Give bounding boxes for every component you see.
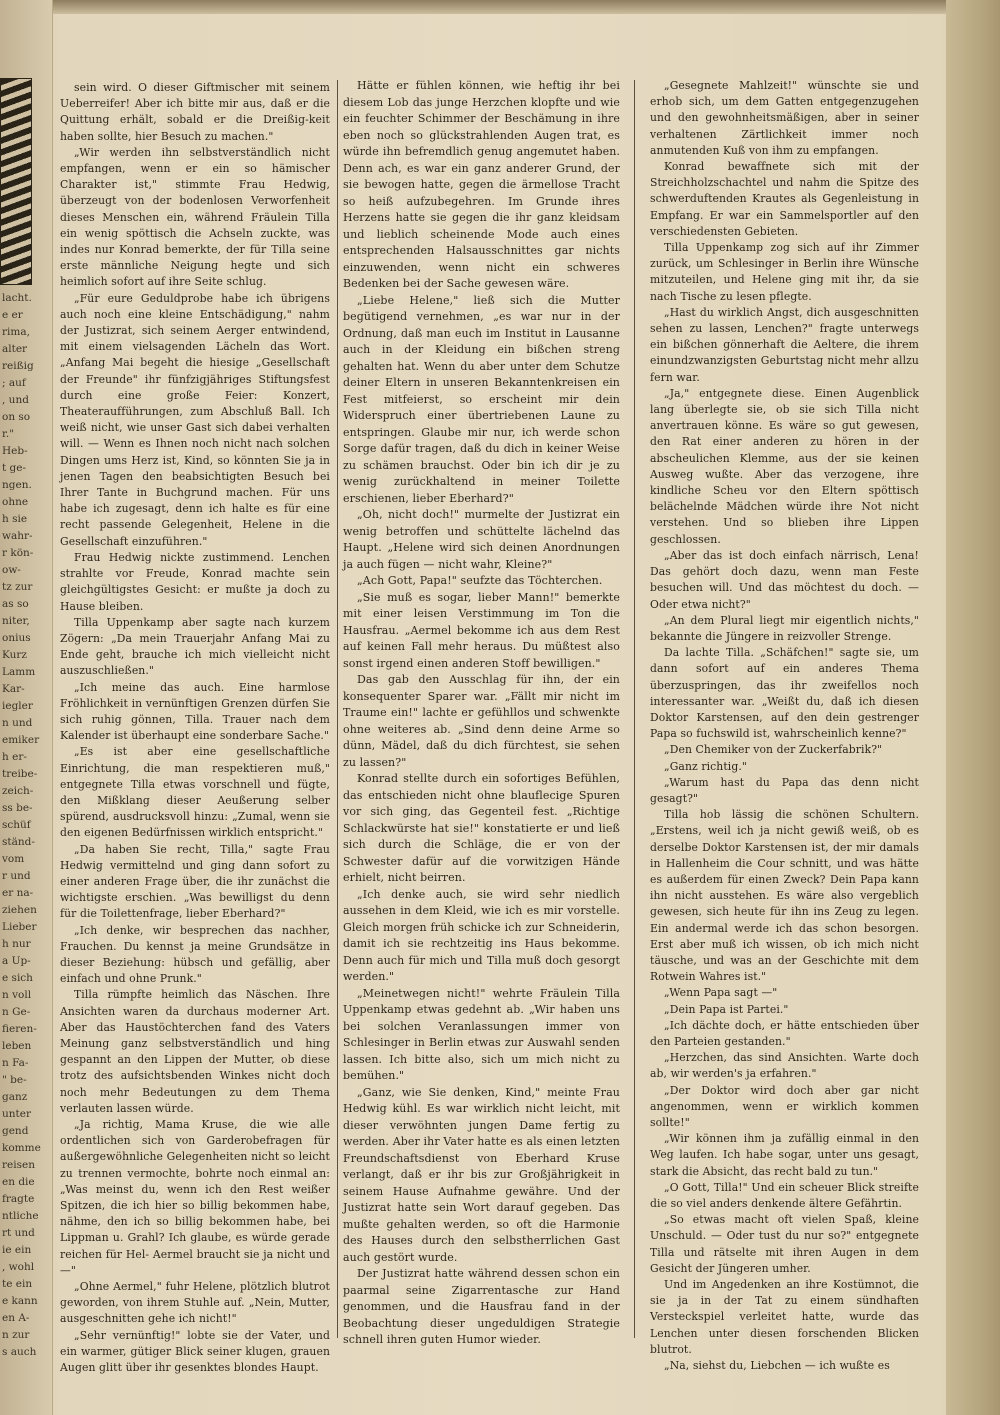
paragraph: Tilla Uppenkamp aber sagte nach kurzem Zögern: „Da mein Trauerjahr Anfang Mai zu Ende geht, brauche ich mich vielleicht nicht auszuschließen." [60,615,330,678]
text-column-1 [60,80,330,1376]
fragment-line: schüf [2,819,31,831]
fragment-line: , wohl [2,1261,35,1273]
fragment-line: s auch [2,1346,37,1358]
paragraph: „Wenn Papa sagt —" [664,986,778,1000]
paragraph: „Der Doktor wird doch aber gar nicht angenommen, wenn er wirklich kommen sollte!" [650,1083,919,1129]
fragment-line: alter [2,343,28,355]
fragment-line: " be- [2,1074,27,1086]
fragment-line: ntliche [2,1210,39,1222]
fragment-line: on so [2,411,31,423]
fragment-line: Lieber [2,921,37,933]
paragraph: Und im Angedenken an ihre Kostümnot, die sie ja in der Tat zu einem sündhaften Versteckspiel verleitet hatte, wurde das Lenchen unter diesen forschenden Blicken blutrot. [650,1278,919,1356]
fragment-line: onius [2,632,31,644]
paragraph: Tilla rümpfte heimlich das Näschen. Ihre Ansichten waren da durchaus moderner Art. Aber das Haustöchterchen fand des Vaters Meinung ganz selbstverständlich und hing gespannt an den Lippen der Mutter, ob diese trotz des aufsichtsbenden Winkes nicht doch noch mehr Bedeutungen zu dem Thema verlauten lassen würde. [60,988,330,1115]
paragraph: Konrad bewaffnete sich mit der Streichholzschachtel und nahm die Spitze des schwerduftenden Krautes als Gegenleistung in Empfang. Er war ein Sammelsportler auf den verschiedensten Gebieten. [650,160,919,238]
paragraph: Da lachte Tilla. „Schäfchen!" sagte sie, um dann sofort auf ein anderes Thema überzuspringen, das ihr zweifellos noch interessanter war. „Weißt du, daß ich diesen Doktor Karstensen, auf den dein gestrenger Papa so fuchswild ist, wahrscheinlich kenne?" [650,646,919,741]
paragraph: „So etwas macht oft vielen Spaß, kleine Unschuld. — Oder tust du nur so?" entgegnete Tilla und rätselte mit ihren Augen in dem Gesicht der Jüngeren umher. [650,1213,919,1275]
fragment-line: , und [2,394,29,406]
paragraph: sein wird. O dieser Giftmischer mit seinem Ueberreifer! Aber ich bitte mir aus, daß er die Quittung erhält, sobald er die Dreißig-keit haben sollte, hier Besuch zu machen." [60,81,330,143]
fragment-line: ie ein [2,1244,32,1256]
paragraph: „Ich denke, wir besprechen das nachher, Frauchen. Du kennst ja meine Grundsätze in dieser Beziehung: hübsch und gefällig, aber einfach und ohne Prunk." [60,923,330,986]
fragment-line: rima, [2,326,30,338]
fragment-line: rt und [2,1227,35,1239]
paragraph: „Na, siehst du, Liebchen — ich wußte es [664,1359,890,1373]
page-top-edge [0,0,1000,14]
paragraph: „Ganz richtig." [664,759,747,773]
fragment-line: h er- [2,751,27,763]
fragment-line: te ein [2,1278,33,1290]
fragment-line: Kurz [2,649,27,661]
fragment-line: fieren- [2,1023,37,1035]
ornament-illustration [0,78,32,285]
paragraph: Hätte er fühlen können, wie heftig ihr bei diesem Lob das junge Herzchen klopfte und wie ein feuchter Schimmer der Beschämung in ihre eben noch so glückstrahlenden Augen trat, es würde ihn befremdlich genug angemutet haben. Denn ach, es war ein ganz anderer Grund, der sie bewogen hatte, gegen die ärmellose Tracht so heiß aufzubegehren. Im Grunde ihres Herzens hatte sie gegen die ihr ganz kleidsam und lieblich scheinende Mode auch eines entsprechenden Halsausschnittes gar nichts einzuwenden, wenn nicht ein schweres Bedenken bei der Sache gewesen wäre. [343,79,620,290]
fragment-line: r." [2,428,15,440]
fragment-line: t ge- [2,462,27,474]
fragment-line: n Fa- [2,1057,29,1069]
paragraph: „Es ist aber eine gesellschaftliche Einrichtung, die man respektieren muß," entgegnete Tilla etwas vorschnell und fügte, den Mißklang dieser Aeußerung selber spürend, ausdrucksvoll hinzu: „Zumal, wenn sie den eigenen Bedürfnissen wirklich entspricht." [60,745,330,840]
paragraph: „Ganz, wie Sie denken, Kind," meinte Frau Hedwig kühl. Es war wirklich nicht leicht, mit dieser verwöhnten jungen Dame fertig zu werden. Aber ihr Vater hatte es als einen letzten Freundschaftsdienst von Eberhard Kruse verlangt, daß er ihr bis zur Großjährigkeit in seinem Hause Aufnahme gewähre. Und der Justizrat hatte sein Wort darauf gegeben. Das mußte gehalten werden, so oft die Harmonie des Hauses durch den selbstherrlichen Gast auch gestört wurde. [343,1085,620,1264]
fragment-line: ohne [2,496,29,508]
paragraph: Konrad stellte durch ein sofortiges Befühlen, das entschieden nicht ohne blauflecige Spuren vor sich ging, das Gegenteil fest. „Richtige Schlackwürste hat sie!" konstatierte er und ließ sich durch die Schläge, die er von der Schwester dafür auf die vorwitzigen Hände erhielt, nicht beirren. [343,772,620,884]
paragraph: „Ich denke auch, sie wird sehr niedlich aussehen in dem Kleid, wie ich es mir vorstelle. Gleich morgen früh schicke ich zur Schneiderin, damit ich sie rechtzeitig ins Haus bekomme. Denn auch für mich und Tilla muß doch gesorgt werden." [343,887,620,983]
fragment-line: e kann [2,1295,38,1307]
fragment-line: Heb- [2,445,28,457]
fragment-line: Lamm [2,666,36,678]
paragraph: „Hast du wirklich Angst, dich ausgeschnitten sehen zu lassen, Lenchen?" fragte unterwegs ein bißchen gönnerhaft die Aeltere, die ihrem einundzwanzigsten Geburtstag nicht mehr allzu fern war. [650,305,919,384]
fragment-line: niter, [2,615,30,627]
fragment-line: ngen. [2,479,32,491]
paragraph: „Herzchen, das sind Ansichten. Warte doch ab, wir werden's ja erfahren." [650,1051,919,1081]
paragraph: Tilla Uppenkamp zog sich auf ihr Zimmer zurück, um Schlesinger in Berlin ihre Wünsche mitzuteilen, und Helene ging mit ihr, da sie nach Tische zu lesen pflegte. [650,241,919,303]
fragment-line: en die [2,1176,35,1188]
column-rule [634,80,635,1338]
paragraph: „Wir werden ihn selbstverständlich nicht empfangen, wenn er ein so hämischer Charakter ist," stimmte Frau Hedwig, überzeugt von der bodenlosen Verworfenheit dieses Menschen ein, während Fräulein Tilla ein wenig spöttisch die Achseln zuckte, was indes nur Konrad bemerkte, der für Tilla seine erste männliche Neigung hegte und sich heimlich sofort auf ihre Seite schlug. [60,145,330,289]
fragment-line: komme [2,1142,41,1154]
fragment-line: leben [2,1040,32,1052]
fragment-line: tz zur [2,581,33,593]
fragment-line: treibe- [2,768,38,780]
fragment-line: zeich- [2,785,34,797]
fragment-line: a Up- [2,955,31,967]
fragment-line: wahr- [2,530,33,542]
paragraph: „Für eure Geduldprobe habe ich übrigens auch noch eine kleine Entschädigung," nahm der Justizrat, sich seinem Aerger entwindend, mit einem vielsagenden Lächeln das Wort. „Anfang Mai begeht die hiesige „Gesellschaft der Freunde" ihr fünfzigjähriges Stiftungsfest durch eine große Feier: Konzert, Theateraufführungen, zum Abschluß Ball. Ich weiß nicht, wie unser Gast sich dabei verhalten will. — Wenn es Ihnen noch nicht nach solchen Dingen ums Herz ist, Kind, so könnten Sie ja in jenen Tagen den beabsichtigten Besuch bei Ihrer Tante in Buchgrund machen. Für uns habe ich zugesagt, denn ich halte es für eine recht passende Gelegenheit, Helene in die Gesellschaft einzuführen." [60,291,330,548]
fragment-line: er na- [2,887,34,899]
paragraph: „Meinetwegen nicht!" wehrte Fräulein Tilla Uppenkamp etwas gedehnt ab. „Wir haben uns bei solchen Veranlassungen immer von Schlesinger in Berlin etwas zur Auswahl senden lassen. Ich bitte also, sich um mich nicht zu bemühen." [343,986,620,1082]
fragment-line: emiker [2,734,40,746]
fragment-line: as so [2,598,29,610]
fragment-line: h sie [2,513,28,525]
paragraph: „Ja richtig, Mama Kruse, die wie alle ordentlichen sich von Garderobefragen für außergewöhnliche Gelegenheiten nicht so leicht zu trennen vermochte, bohrte noch einmal an: „Was meinst du, wenn ich den Rest weißer Spitzen, die ich hier so billig bekommen habe, nähme, den ich so billig bekommen habe, bei Lippman u. Grahl? Ich glaube, es würde gerade reichen für Hel- Aermel braucht sie ja nicht und —" [60,1118,330,1277]
fragment-line: Kar- [2,683,25,695]
paragraph: „Ich dächte doch, er hätte entschieden über den Parteien gestanden." [650,1018,919,1048]
fragment-line: vom [2,853,25,865]
fragment-line: n zur [2,1329,30,1341]
fragment-line: ständ- [2,836,35,848]
paragraph: „Liebe Helene," ließ sich die Mutter begütigend vernehmen, „es war nur in der Ordnung, daß man euch im Institut in Lausanne auch in der Kleidung ein bißchen streng gehalten hat. Wenn du aber unter dem Schutze deiner Eltern in unseren Bekanntenkreisen ein Fest mitfeierst, so erscheint mir dein Widerspruch einer übertriebenen Laune zu entspringen. Glaube mir nur, ich werde schon Sorge dafür tragen, daß du dich in keiner Weise zu schämen brauchst. Oder bin ich dir je zu wenig zurückhaltend in meiner Toilette erschienen, lieber Eberhard?" [343,293,620,505]
paragraph: „Oh, nicht doch!" murmelte der Justizrat ein wenig betroffen und schüttelte lächelnd das Haupt. „Helene wird sich deinen Anordnungen ja auch fügen — nicht wahr, Kleine?" [343,508,620,571]
fragment-line: n voll [2,989,32,1001]
paragraph: „Ach Gott, Papa!" seufzte das Töchterchen. [357,574,603,587]
fragment-line: n und [2,717,33,729]
fragment-line: e er [2,309,23,321]
column-rule [337,80,338,1338]
fragment-line: reißig [2,360,34,372]
fragment-line: ; auf [2,377,26,389]
fragment-line: gend [2,1125,29,1137]
paragraph: „Warum hast du Papa das denn nicht gesagt?" [650,775,919,805]
paragraph: „Aber das ist doch einfach närrisch, Lena! Das gehört doch dazu, wenn man Feste besuchen will. Und das möchtest du doch. — Oder etwa nicht?" [650,548,919,611]
fragment-line: ganz [2,1091,28,1103]
paragraph: „Dein Papa ist Partei." [664,1002,789,1016]
fragment-line: lacht. [2,292,32,304]
fragment-line: ss be- [2,802,33,814]
paragraph: „Den Chemiker von der Zuckerfabrik?" [664,743,883,757]
fragment-line: iegler [2,700,33,712]
paragraph: „Sehr vernünftig!" lobte sie der Vater, und ein warmer, gütiger Blick seiner klugen, grauen Augen glitt über ihr gesenktes blondes Haupt. [60,1328,330,1375]
paragraph: Frau Hedwig nickte zustimmend. Lenchen strahlte vor Freude, Konrad machte sein gleichgültigstes Gesicht: er mußte ja doch zu Hause bleiben. [60,550,330,613]
fragment-line: en A- [2,1312,30,1324]
fragment-line: n Ge- [2,1006,31,1018]
left-gutter [0,0,53,1415]
fragment-line: r und [2,870,31,882]
fragment-line: fragte [2,1193,35,1205]
paragraph: „Sie muß es sogar, lieber Mann!" bemerkte mit einer leisen Verstimmung im Ton die Hausfrau. „Aermel bekomme ich aus dem Rest auf keinen Fall mehr heraus. Du müßtest also sonst irgend einen anderen Stoff bewilligen." [343,590,620,670]
fragment-line: r kön- [2,547,34,559]
paragraph: „O Gott, Tilla!" Und ein scheuer Blick streifte die so viel anders denkende ältere Gefährtin. [650,1180,919,1211]
paragraph: Das gab den Ausschlag für ihn, der ein konsequenter Sparer war. „Fällt mir nicht im Traume ein!" lachte er gefühllos und schwenkte ohne weiteres ab. „Sind denn deine Arme so dünn, Mädel, daß du dich fürchtest, sie sehen zu lassen?" [343,673,620,769]
fragment-line: reisen [2,1159,35,1171]
paragraph: Der Justizrat hatte während dessen schon ein paarmal seine Zigarrentasche zur Hand genommen, und die Hausfrau fand in der Beobachtung dieser ungeduldigen Strategie schnell ihren guten Humor wieder. [343,1267,620,1346]
paragraph: Tilla hob lässig die schönen Schultern. „Erstens, weil ich ja nicht gewiß weiß, ob es derselbe Doktor Karstensen ist, der mir damals in Hallenheim die Cour schnitt, und was hätte es außerdem für einen Zweck? Dein Papa kann ihn nicht ausstehen. Es wäre also vergeblich gewesen, sich heute für ihn ins Zeug zu legen. Ein andermal werde ich das schon besorgen. Erst aber muß ich wissen, ob ich mich nicht täusche, und was an der Geschichte mit dem Rotwein Wahres ist." [650,808,919,984]
paragraph: „Ohne Aermel," fuhr Helene, plötzlich blutrot geworden, von ihrem Stuhle auf. „Nein, Mutter, ausgeschnitten gehe ich nicht!" [60,1280,330,1326]
fragment-line: h nur [2,938,31,950]
paragraph: „An dem Plural liegt mir eigentlich nichts," bekannte die Jüngere in reizvoller Strenge. [650,613,919,643]
paragraph: „Gesegnete Mahlzeit!" wünschte sie und erhob sich, um dem Gatten entgegenzugehen und den gewohnheitsmäßigen, aber in seiner verhaltenen Zärtlichkeit immer noch anmutenden Kuß von ihm zu empfangen. [650,79,919,157]
fragment-line: ow- [2,564,21,576]
paragraph: „Wir können ihm ja zufällig einmal in den Weg laufen. Ich habe sogar, unter uns gesagt, stark die Absicht, das recht bald zu tun." [650,1132,919,1178]
paragraph: „Da haben Sie recht, Tilla," sagte Frau Hedwig vermittelnd und ging dann sofort zu einer anderen Frage über, die ihr zunächst die wichtigste erschien. „Was bewilligst du denn für die Toilettenfrage, lieber Eberhard?" [60,842,330,921]
page-right-edge [946,0,1000,1415]
text-column-3 [650,78,919,1374]
paragraph: „Ich meine das auch. Eine harmlose Fröhlichkeit in vernünftigen Grenzen dürfen Sie sich ruhig gönnen, Tilla. Trauer nach dem Kalender ist überhaupt eine sonderbare Sache." [60,680,330,743]
fragment-line: unter [2,1108,31,1120]
fragment-line: e sich [2,972,33,984]
previous-page-text-fragment [2,290,50,1361]
text-column-2 [343,78,620,1349]
paragraph: „Ja," entgegnete diese. Einen Augenblick lang überlegte sie, ob sie sich Tilla nicht anvertrauen könne. Es wäre so gut gewesen, den Rat einer anderen zu hören in der abscheulichen Klemme, aus der sie keinen Ausweg wußte. Aber das verzogene, ihre kindliche Scheu vor den Eltern spöttisch belächelnde Mädchen würde ihre Not nicht verstehen. Und so blieben ihre Lippen geschlossen. [650,386,919,546]
fragment-line: ziehen [2,904,37,916]
